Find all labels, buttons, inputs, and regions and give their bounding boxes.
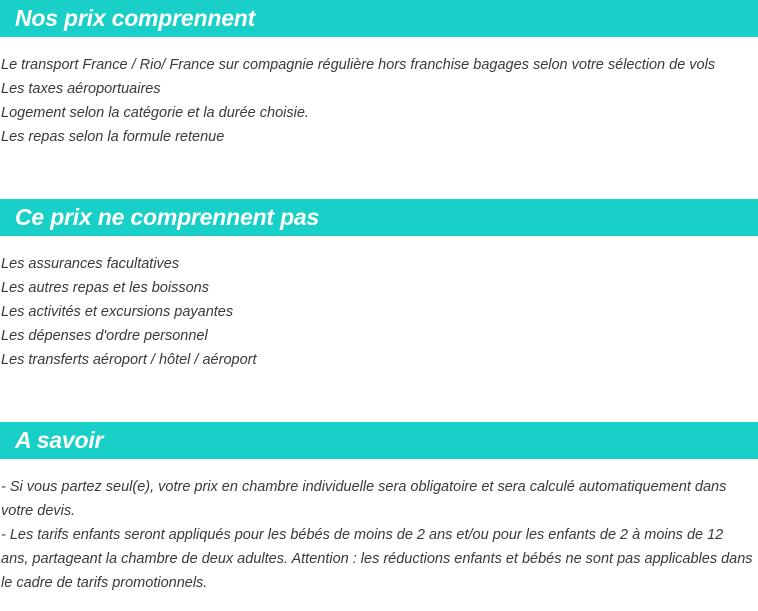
included-list — [1, 53, 753, 149]
section-title-included: Nos prix comprennent — [15, 5, 256, 31]
section-header-not-included — [0, 199, 758, 236]
included-item: Logement selon la catégorie et la durée choisie. — [1, 105, 309, 121]
not-included-item: Les transferts aéroport / hôtel / aéroport — [1, 352, 257, 368]
not-included-item: Les autres repas et les boissons — [1, 280, 209, 296]
section-header-good-to-know — [0, 422, 758, 459]
section-title-not-included: Ce prix ne comprennent pas — [15, 204, 320, 230]
not-included-item: Les assurances facultatives — [1, 256, 180, 272]
info-paragraph-children: - Les tarifs enfants seront appliqués pour les bébés de moins de 2 ans et/ou pour les enfants de 2 à moins de 12 ans, partageant la chambre de deux adultes. Attention : les réductions enfants et bébés ne sont pas applicables dans le cadre de tarifs promotionnels. — [1, 527, 753, 591]
included-item: Les repas selon la formule retenue — [1, 129, 225, 145]
not-included-item: Les dépenses d'ordre personnel — [1, 328, 208, 344]
not-included-item: Les activités et excursions payantes — [1, 304, 234, 320]
section-title-good-to-know: A savoir — [15, 427, 104, 453]
info-paragraph-single: - Si vous partez seul(e), votre prix en chambre individuelle sera obligatoire et sera calculé automatiquement dans votre devis. — [1, 479, 727, 519]
section-header-included — [0, 0, 758, 37]
not-included-list — [1, 252, 753, 372]
included-item: Le transport France / Rio/ France sur compagnie régulière hors franchise bagages selon votre sélection de vols — [1, 57, 716, 73]
included-item: Les taxes aéroportuaires — [1, 81, 161, 97]
